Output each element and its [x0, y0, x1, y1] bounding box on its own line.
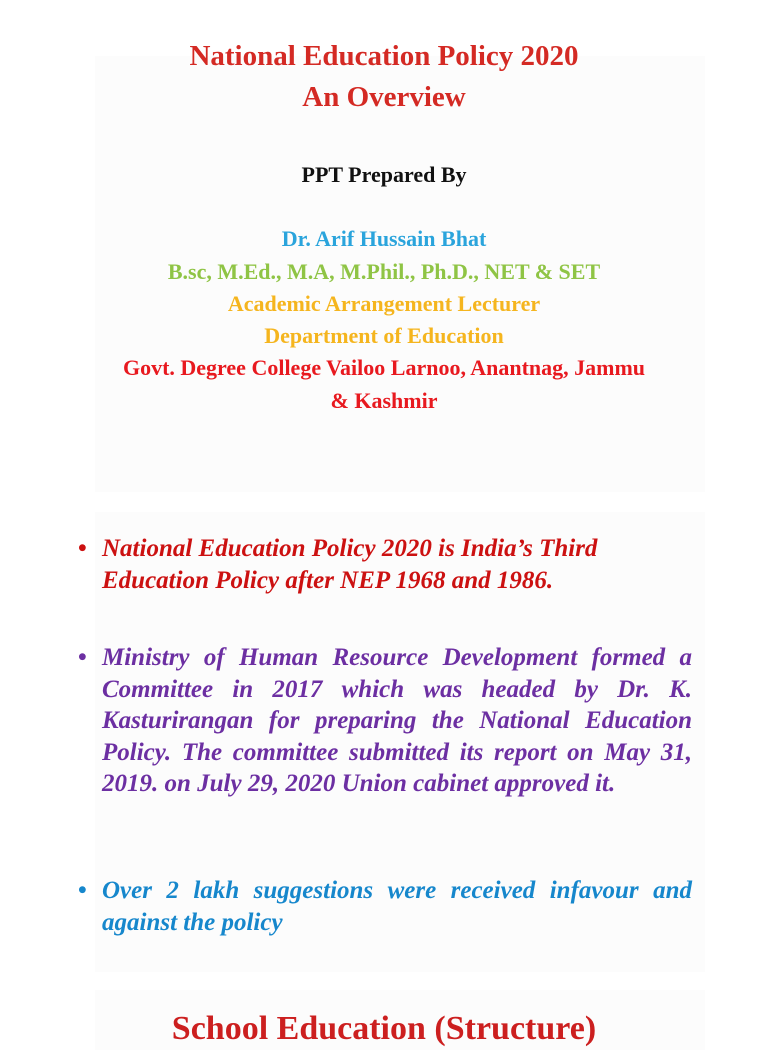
prepared-by: PPT Prepared By — [301, 162, 467, 187]
bullet-item-1 — [78, 533, 692, 596]
next-slide-title: School Education (Structure) — [171, 1010, 597, 1047]
qualifications: B.sc, M.Ed., M.A, M.Phil., Ph.D., NET & SET — [167, 259, 601, 284]
college-line-1: Govt. Degree College Vailoo Larnoo, Anantnag, Jammu — [122, 355, 646, 380]
bullet-dot: • — [78, 877, 87, 904]
bullet-text: Over 2 lakh suggestions were received infavour and against the policy — [102, 877, 692, 936]
bullet-dot: • — [78, 644, 87, 671]
bullet-dot: • — [78, 535, 87, 562]
bullet-item-2 — [78, 642, 692, 800]
title-line-2: An Overview — [302, 81, 466, 113]
title-line-1: National Education Policy 2020 — [189, 40, 579, 72]
bullet-text: Ministry of Human Resource Development formed a Committee in 2017 which was headed by Dr. K. Kasturirangan for preparing the National Education Policy. The committee submitted its report on May 31, 2019. on July 29, 2020 Union cabinet approved it. — [102, 644, 692, 797]
author-name: Dr. Arif Hussain Bhat — [281, 226, 487, 251]
bullet-text: National Education Policy 2020 is India’s Third Education Policy after NEP 1968 and 1986. — [102, 535, 598, 594]
designation: Academic Arrangement Lecturer — [227, 291, 541, 316]
bullet-item-3 — [78, 875, 692, 938]
college-line-2: & Kashmir — [330, 388, 438, 413]
department: Department of Education — [264, 323, 504, 348]
